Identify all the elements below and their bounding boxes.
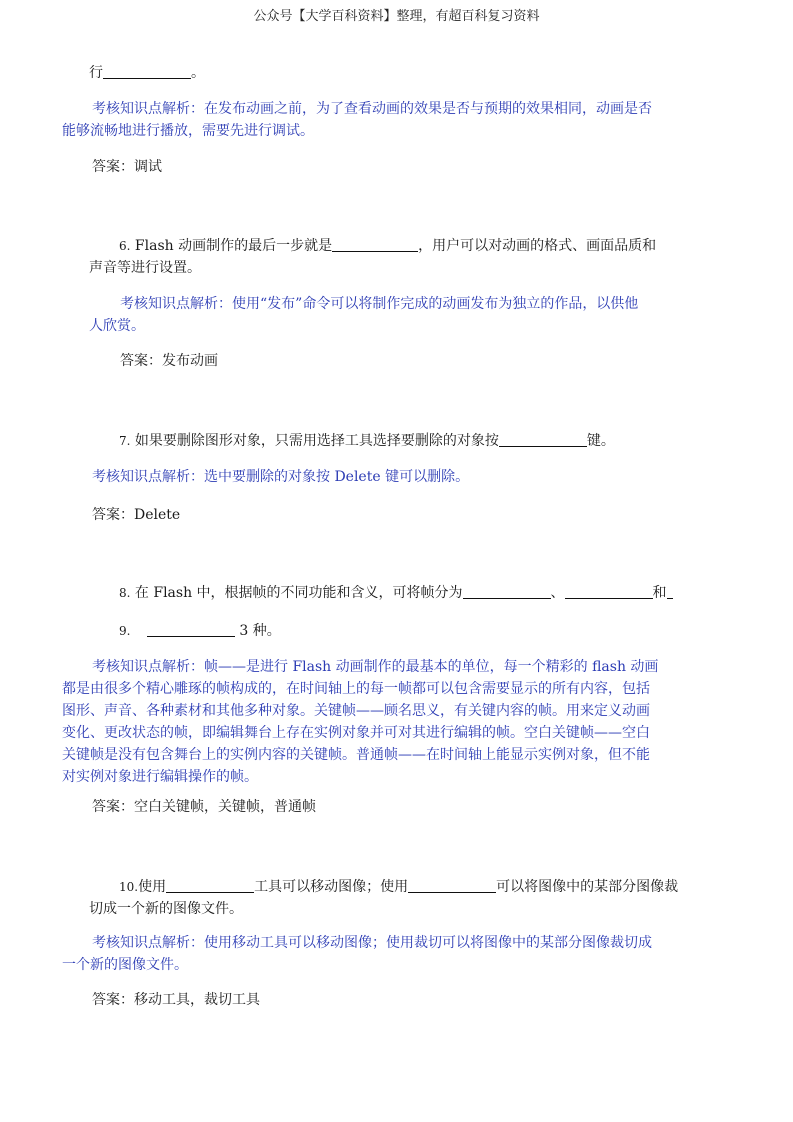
q5-analysis-line-1: 考核知识点解析：在发布动画之前，为了查看动画的效果是否与预期的效果相同，动画是否 <box>92 101 652 117</box>
q8-number: 8. <box>119 586 131 600</box>
q8-question-line-2 <box>119 620 281 642</box>
q7-number: 7. <box>119 434 131 448</box>
q5-tail-pre: 行 <box>89 65 103 81</box>
q8-analysis-line-1: 考核知识点解析：帧——是进行 Flash 动画制作的最基本的单位，每一个精彩的 flash 动画 <box>92 659 659 675</box>
q6-blank <box>332 235 418 252</box>
q8-analysis-line-3: 图形、声音、各种素材和其他多种对象。关键帧——顾名思义，有关键内容的帧。用来定义动画 <box>62 703 650 719</box>
q8-line2-number: 9. <box>119 624 131 638</box>
q10-text-mid: 工具可以移动图像；使用 <box>254 879 409 895</box>
q7-analysis: 考核知识点解析：选中要删除的对象按 Delete 键可以删除。 <box>92 469 470 485</box>
q6-analysis-line-2: 人欣赏。 <box>89 318 145 334</box>
q6-answer: 答案：发布动画 <box>120 353 218 369</box>
q8-line2-post: 3 种。 <box>239 623 281 639</box>
q8-answer: 答案：空白关键帧，关键帧，普通帧 <box>92 799 316 815</box>
q7-blank <box>499 430 587 447</box>
q10-question-line-2: 切成一个新的图像文件。 <box>89 901 243 917</box>
q5-answer: 答案：调试 <box>92 159 162 175</box>
q8-text-pre: 在 Flash 中，根据帧的不同功能和含义，可将帧分为 <box>134 585 463 601</box>
page-header: 公众号【大学百科资料】整理，有超百科复习资料 <box>253 9 540 24</box>
q8-blank-1 <box>463 582 551 599</box>
q6-text-post: ，用户可以对动画的格式、画面品质和 <box>418 238 657 254</box>
q8-question-line-1 <box>119 582 673 604</box>
q6-question-line-1 <box>119 235 656 257</box>
q8-separator-1: 、 <box>550 585 565 601</box>
q10-blank-1 <box>166 876 254 893</box>
q8-blank-2 <box>565 582 653 599</box>
q10-text-post: 可以将图像中的某部分图像裁 <box>496 879 679 895</box>
q7-question <box>119 430 615 452</box>
q7-text-post: 键。 <box>586 433 615 449</box>
q10-analysis-line-2: 一个新的图像文件。 <box>62 957 188 973</box>
q10-text-pre: 使用 <box>138 879 167 895</box>
q10-answer: 答案：移动工具，裁切工具 <box>92 992 260 1008</box>
q5-tail <box>89 62 205 84</box>
q7-answer: 答案：Delete <box>92 507 181 523</box>
q6-analysis-line-1: 考核知识点解析：使用“发布”命令可以将制作完成的动画发布为独立的作品，以供他 <box>120 296 639 312</box>
q6-number: 6. <box>119 239 131 253</box>
q10-blank-2 <box>408 876 496 893</box>
q8-analysis-line-5: 关键帧是没有包含舞台上的实例内容的关键帧。普通帧——在时间轴上能显示实例对象，但不能 <box>62 747 650 763</box>
q10-question-line-1 <box>119 876 678 898</box>
q10-analysis-line-1: 考核知识点解析：使用移动工具可以移动图像；使用裁切可以将图像中的某部分图像裁切成 <box>92 935 652 951</box>
q5-analysis-line-2: 能够流畅地进行播放，需要先进行调试。 <box>62 123 314 139</box>
q5-tail-post: 。 <box>191 65 205 81</box>
q7-text-pre: 如果要删除图形对象，只需用选择工具选择要删除的对象按 <box>134 433 499 449</box>
q6-question-line-2: 声音等进行设置。 <box>89 260 201 276</box>
q8-analysis-line-6: 对实例对象进行编辑操作的帧。 <box>62 769 258 785</box>
q8-blank-3 <box>147 620 235 637</box>
q8-analysis-line-4: 变化、更改状态的帧，即编辑舞台上存在实例对象并可对其进行编辑的帧。空白关键帧——空白 <box>62 725 650 741</box>
q6-text-pre: Flash 动画制作的最后一步就是 <box>134 238 333 254</box>
q10-number: 10. <box>119 880 139 894</box>
q8-analysis-line-2: 都是由很多个精心雕琢的帧构成的，在时间轴上的每一帧都可以包含需要显示的所有内容，包括 <box>62 681 650 697</box>
q8-separator-2: 和 <box>652 585 667 601</box>
q8-blank-3-start <box>667 582 673 599</box>
q5-blank <box>103 62 191 79</box>
